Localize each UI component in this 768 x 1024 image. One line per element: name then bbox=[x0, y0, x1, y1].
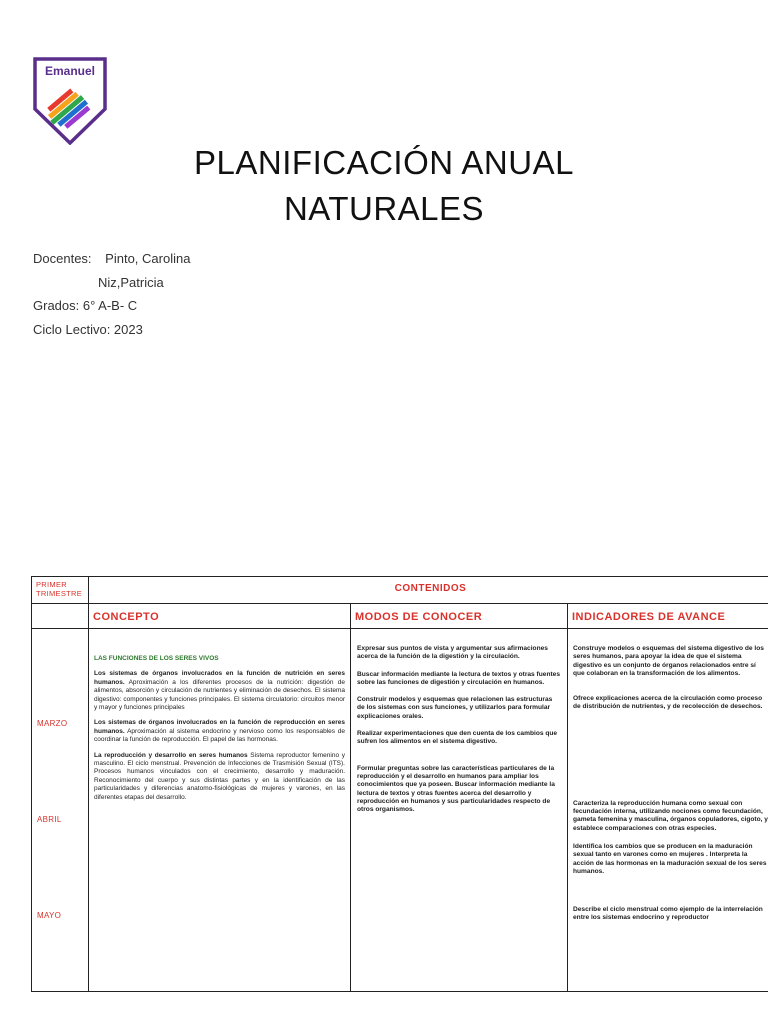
concepto-p2-title: Los sistemas de órganos involucrados en la función de reproducción en seres humanos. bbox=[94, 719, 345, 735]
page-title-line1: PLANIFICACIÓN ANUAL bbox=[194, 144, 574, 181]
concepto-p3-title: La reproducción y desarrollo en seres humanos bbox=[94, 751, 248, 759]
concepto-cell bbox=[89, 629, 351, 992]
concepto-p2-text: Aproximación al sistema endocrino y nervioso como los responsables de coordinar la función de reproducción. El papel de las hormonas. bbox=[94, 727, 345, 744]
empty-cell bbox=[32, 604, 89, 629]
modos-cell bbox=[351, 629, 568, 992]
modo-item: Construir modelos y esquemas que relacionen las estructuras de los sistemas con sus funciones, y utilizarlos para formular explicaciones orales. bbox=[357, 696, 553, 720]
month-mayo: MAYO bbox=[37, 911, 62, 920]
indicador-item: Construye modelos o esquemas del sistema digestivo de los seres humanos, para apoyar la idea de que el sistema digestivo es un conjunto de órganos relacionados entre sí que colaboran en la transformación de los alimentos. bbox=[573, 645, 764, 677]
planning-table bbox=[31, 576, 768, 992]
concepto-paragraph-1 bbox=[94, 670, 345, 712]
indicador-item: Caracteriza la reproducción humana como sexual con fecundación interna, utilizando nociones como fecundación, gameta femenina y masculina, órganos copuladores, cigoto, y establece comparaciones con otras especies. bbox=[573, 799, 768, 832]
docentes-label: Docentes: bbox=[33, 251, 92, 266]
concepto-p3-text: Sistema reproductor femenino y masculino. El ciclo menstrual. Prevención de Infecciones de Trasmisión Sexual (ITS). Procesos humanos vinculados con el crecimiento, desarrollo y maduración. Reconocimiento del cuerpo y sus distintas partes y en la identificación de las particularidades y diferencias anatomo-fisiológicas de mujeres y varones, en las diferentes etapas del desarrollo. bbox=[94, 751, 345, 801]
modo-item: Expresar sus puntos de vista y argumentar sus afirmaciones acerca de la función de la digestión y la circulación. bbox=[357, 645, 548, 661]
modo-item: Realizar experimentaciones que den cuenta de los cambios que sufren los alimentos en el sistema digestivo. bbox=[357, 730, 558, 746]
concepto-p1-title: Los sistemas de órganos involucrados en la función de nutrición en seres humanos. bbox=[94, 670, 345, 686]
concepto-heading: LAS FUNCIONES DE LOS SERES VIVOS bbox=[94, 655, 219, 662]
col-modos-header: MODOS DE CONOCER bbox=[351, 604, 568, 629]
emanuel-shield-icon bbox=[33, 57, 107, 145]
logo-text: Emanuel bbox=[44, 64, 96, 78]
docente-1: Pinto, Carolina bbox=[105, 251, 191, 266]
concepto-paragraph-2 bbox=[94, 719, 345, 744]
months-cell bbox=[32, 629, 89, 992]
month-abril: ABRIL bbox=[37, 815, 62, 824]
modo-item: Buscar información mediante la lectura de textos y otras fuentes sobre las funciones de digestión y circulación en humanos. bbox=[357, 670, 561, 686]
ciclo-lectivo: Ciclo Lectivo: 2023 bbox=[33, 322, 143, 337]
indicadores-cell bbox=[568, 629, 768, 992]
col-concepto-header: CONCEPTO bbox=[89, 604, 351, 629]
grados: Grados: 6° A-B- C bbox=[33, 298, 138, 313]
docentes-row bbox=[33, 251, 190, 266]
concepto-paragraph-3 bbox=[94, 752, 345, 802]
concepto-p1-text: Aproximación a los diferentes procesos de la nutrición: digestión de alimentos, absorción y circulación de nutrientes y eliminación de desechos. El sistema digestivo: componentes y funciones principales. El sistema circulatorio: circuitos menor y mayor y funciones principales bbox=[94, 678, 345, 712]
school-logo bbox=[33, 57, 107, 145]
docente-2: Niz,Patricia bbox=[98, 275, 164, 290]
col-indicadores-header: INDICADORES DE AVANCE bbox=[568, 604, 768, 629]
contenidos-header: CONTENIDOS bbox=[89, 577, 768, 604]
indicador-item: Ofrece explicaciones acerca de la circulación como proceso de distribución de nutrientes, y de recolección de desechos. bbox=[573, 695, 763, 711]
indicador-item: Describe el ciclo menstrual como ejemplo de la interrelación entre los sistemas endocrino y reproductor bbox=[573, 906, 763, 922]
indicador-item: Identifica los cambios que se producen en la maduración sexual tanto en varones como en mujeres . Interpreta la acción de las hormonas en la maduración sexual de los seres humanos. bbox=[573, 842, 767, 875]
trimestre-label: PRIMER TRIMESTRE bbox=[32, 577, 89, 604]
modo-item: Formular preguntas sobre las características particulares de la reproducción y el desarrollo en humanos para ampliar los conocimientos que ya poseen. Buscar información mediante la lectura de textos y otras fuentes acerca del desarrollo y reproducción en humanos y sus particularidades respecto de otros organismos. bbox=[357, 764, 555, 814]
page-title-line2: NATURALES bbox=[283, 190, 485, 227]
month-marzo: MARZO bbox=[37, 719, 68, 728]
